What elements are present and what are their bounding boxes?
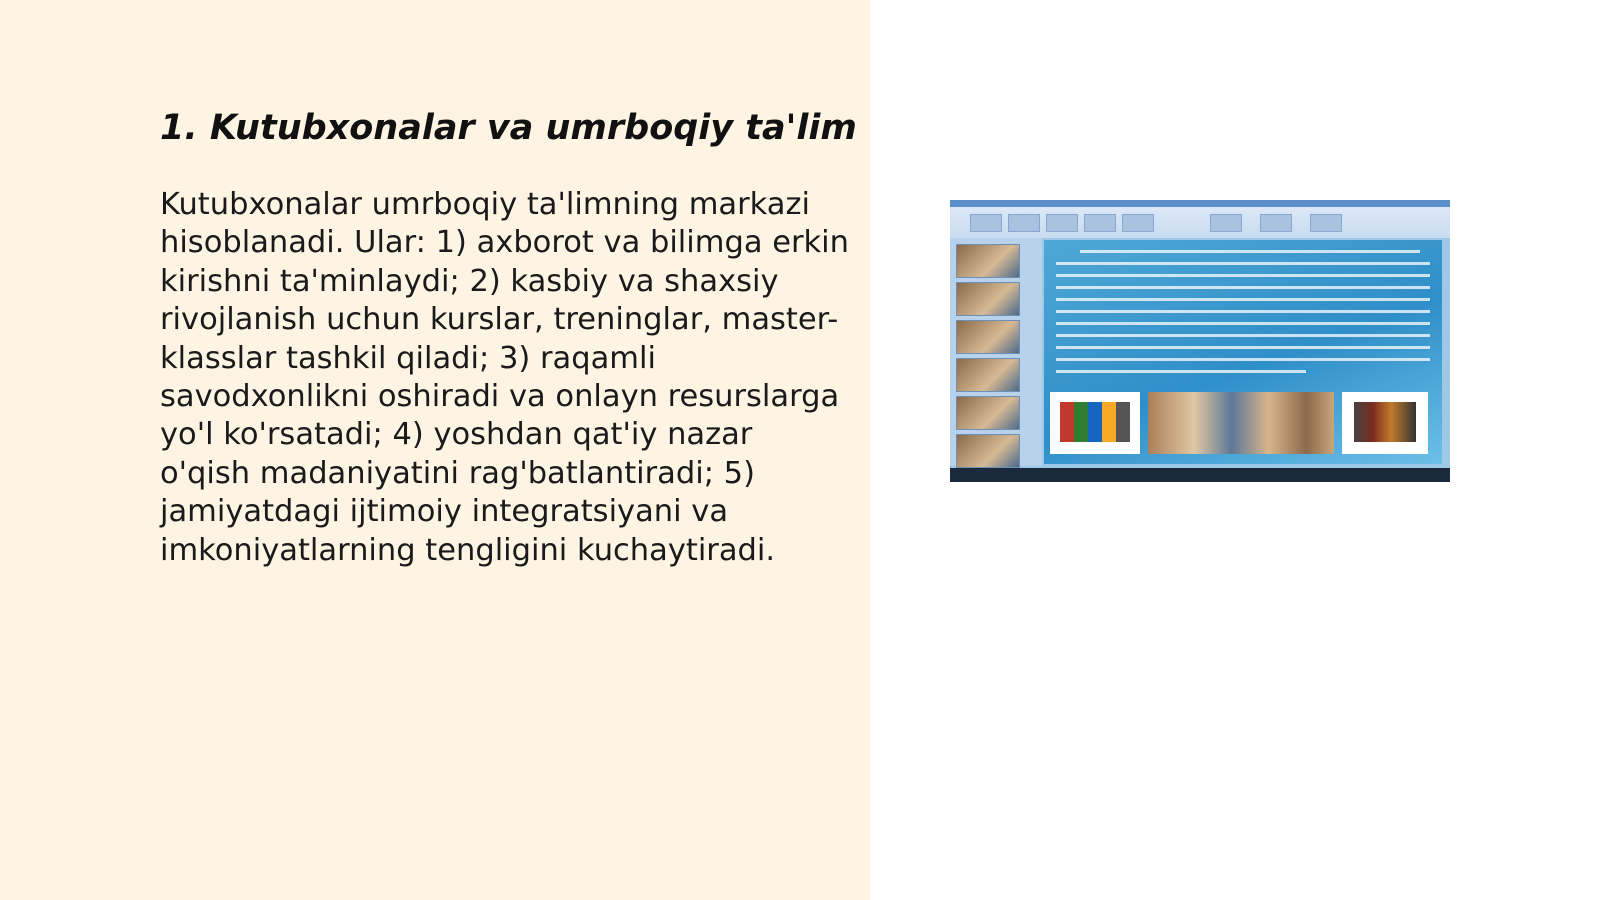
presentation-screenshot-image xyxy=(950,200,1450,482)
screenshot-thumbnail-pane xyxy=(950,238,1042,466)
screenshot-ribbon xyxy=(950,200,1450,238)
screenshot-taskbar xyxy=(950,468,1450,482)
slide-body-text: Kutubxonalar umrboqiy ta'limning markazi hisoblanadi. Ular: 1) axborot va bilimga erkin kirishni ta'minlaydi; 2) kasbiy va shaxsiy rivojlanish uchun kurslar, treninglar, master-klasslar tashkil qiladi; 3) raqamli savodxonlikni oshiradi va onlayn resurslarga yo'l ko'rsatadi; 4) yoshdan qat'iy nazar o'qish madaniyatini rag'batlantiradi; 5) jamiyatdagi ijtimoiy integratsiyani va imkoniyatlarning tengligini kuchaytiradi. xyxy=(160,187,849,568)
screenshot-slide-preview xyxy=(1044,240,1442,464)
slide-title: 1. Kutubxonalar va umrboqiy ta'lim xyxy=(160,108,857,148)
